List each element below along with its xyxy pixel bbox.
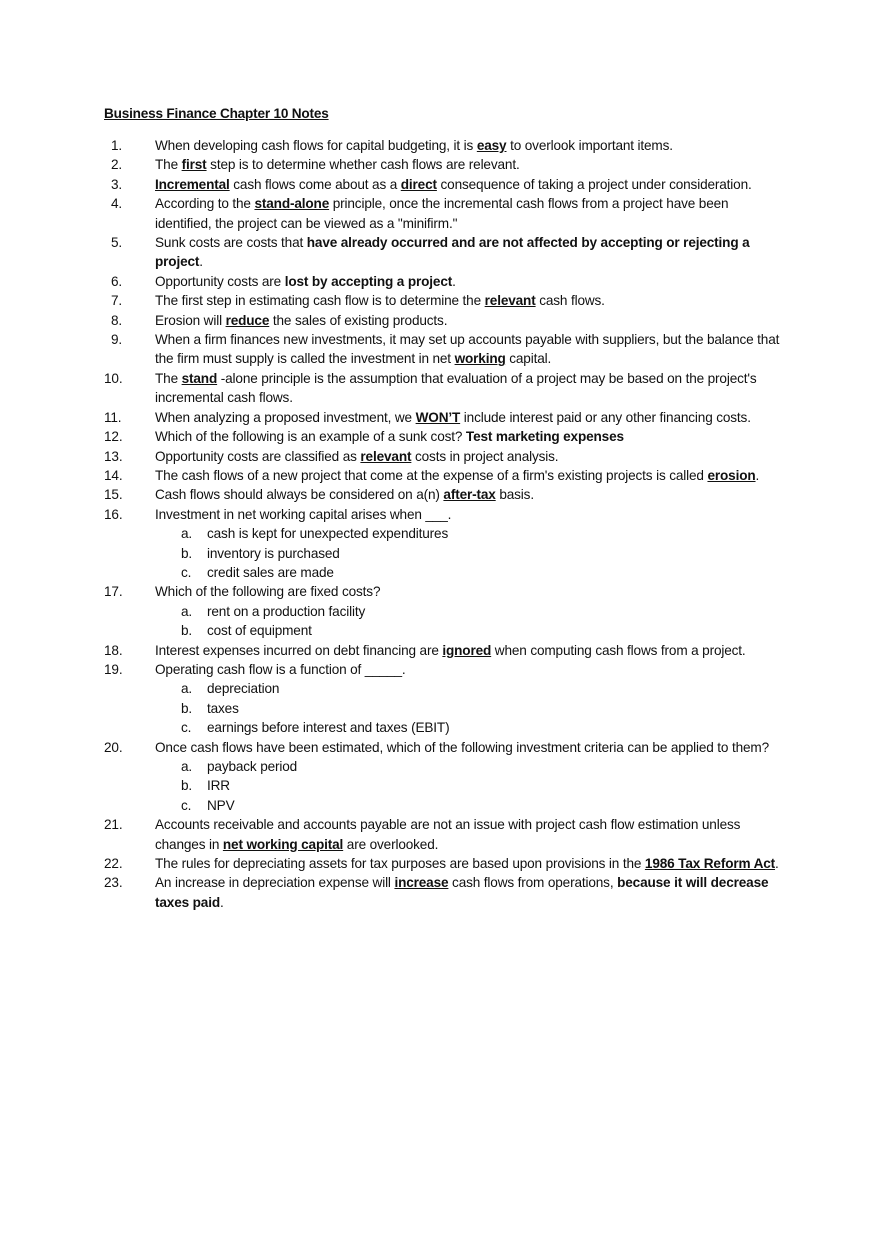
text-segment: Once cash flows have been estimated, which of the following investment criteria can be applied to them? [155,739,769,755]
sub-item-text: NPV [207,797,235,813]
item-number: 15. [104,487,123,503]
list-item [104,408,784,427]
list-item [104,427,784,446]
sub-list-item [155,563,784,582]
item-number: 9. [111,332,123,348]
text-segment: . [199,254,203,270]
sub-item-label: a. [181,603,193,619]
sub-list-item [155,602,784,621]
list-item [104,485,784,504]
item-number: 20. [104,739,123,755]
sub-item-label: a. [181,526,193,542]
sub-item-text: cost of equipment [207,623,312,639]
emphasized-text: first [181,157,207,173]
sub-list [155,524,784,582]
sub-list-item [155,776,784,795]
sub-item-text: rent on a production facility [207,603,366,619]
text-segment: principle, once the incremental cash flows from a project have been identified, the project can be viewed as a "minifirm." [155,196,729,231]
sub-item-label: c. [181,720,192,736]
list-item [104,155,784,174]
list-item [104,505,784,583]
sub-item-label: c. [181,797,192,813]
sub-item-text: payback period [207,759,298,774]
item-text [155,235,750,269]
text-segment: cash flows. [535,293,605,309]
text-segment: to overlook important items. [506,138,673,153]
list-item [104,369,784,408]
sub-item-label: c. [181,564,192,580]
list-item [104,272,784,291]
item-number: 22. [104,856,123,872]
text-segment: The rules for depreciating assets for tax purposes are based upon provisions in the [155,856,645,872]
emphasized-text: ignored [442,642,492,658]
text-segment: The [155,157,182,173]
document-title: Business Finance Chapter 10 Notes [104,106,329,121]
sub-item-text: inventory is purchased [207,545,340,561]
text-segment: -alone principle is the assumption that evaluation of a project may be based on the project's incremental cash flows. [155,370,757,406]
text-segment: are overlooked. [343,836,439,852]
item-text [155,817,740,851]
text-segment: When analyzing a proposed investment, we [155,409,416,425]
item-number: 23. [104,875,123,891]
item-number: 10. [104,370,123,386]
emphasized-text: net working capital [222,836,344,852]
list-item [104,466,784,485]
item-number: 5. [111,235,123,251]
text-segment: The [155,370,182,386]
text-segment: cash flows from operations, [448,875,618,891]
sub-list-item [155,679,784,698]
list-item [104,582,784,640]
emphasized-text: stand [181,370,218,386]
item-text [155,856,779,871]
item-text [155,449,558,464]
item-number: 13. [104,448,123,464]
text-segment: Interest expenses incurred on debt financing are [155,642,443,658]
list-item [104,447,784,466]
sub-list-item [155,718,784,737]
text-segment: Opportunity costs are classified as [155,448,361,464]
sub-list-item [155,621,784,640]
emphasized-text: erosion [707,467,756,483]
text-segment: cash flows come about as a [229,176,401,192]
emphasized-text: 1986 Tax Reform Act [644,856,776,872]
text-segment: Operating cash flow is a function of _____. [155,661,406,677]
item-number: 14. [104,467,123,483]
text-segment: The cash flows of a new project that come at the expense of a firm's existing projects is called [155,467,708,483]
sub-list [155,602,784,641]
text-segment: capital. [505,351,552,367]
text-segment: the sales of existing products. [269,312,448,328]
item-number: 18. [104,642,123,658]
text-segment: According to the [155,196,255,212]
list-item [104,873,784,912]
text-segment: Which of the following are fixed costs? [155,584,381,600]
sub-item-label: b. [181,623,193,639]
item-text [155,293,605,308]
list-item [104,815,784,854]
item-text [155,662,405,677]
sub-item-text: depreciation [207,681,280,697]
item-text [155,157,520,172]
list-item [104,738,784,816]
item-text [155,177,752,192]
item-text [155,584,380,599]
sub-item-label: a. [181,681,193,697]
emphasized-text: WON’T [415,409,461,425]
emphasized-text: Test marketing expenses [465,429,624,445]
text-segment: . [755,467,760,483]
item-text [155,332,779,366]
item-text [155,468,759,483]
item-text [155,313,447,328]
item-text [155,371,757,405]
text-segment: Erosion will [155,312,226,328]
emphasized-text: reduce [225,312,270,328]
item-number: 21. [104,817,123,833]
item-number: 7. [111,293,123,309]
sub-item-text: taxes [207,700,239,716]
list-item [104,233,784,272]
item-text [155,507,451,522]
list-item [104,194,784,233]
item-text [155,429,624,444]
item-number: 2. [111,157,123,173]
text-segment: Investment in net working capital arises when ___. [155,506,452,522]
item-number: 8. [111,312,123,328]
text-segment: Opportunity costs are [155,273,285,289]
list-item [104,660,784,738]
text-segment: . [775,856,779,872]
text-segment: Cash flows should always be considered on a(n) [155,487,444,503]
sub-item-text: cash is kept for unexpected expenditures [207,526,449,542]
item-number: 4. [111,196,123,212]
item-number: 19. [104,661,123,677]
emphasized-text: relevant [360,448,412,464]
item-text [155,875,768,909]
sub-list-item [155,524,784,543]
item-text [155,487,534,502]
list-item [104,311,784,330]
sub-item-text: credit sales are made [207,564,334,580]
text-segment: Sunk costs are costs that [155,235,307,251]
list-item [104,641,784,660]
item-text [155,274,456,289]
item-text [155,410,751,425]
emphasized-text: because it will decrease taxes paid [155,875,769,910]
sub-list-item [155,699,784,718]
emphasized-text: stand-alone [254,196,330,212]
list-item [104,175,784,194]
item-text [155,643,746,658]
text-segment: step is to determine whether cash flows are relevant. [206,157,520,173]
list-item [104,854,784,873]
sub-list-item [155,544,784,563]
sub-item-text: earnings before interest and taxes (EBIT) [207,720,450,736]
sub-list [155,757,784,815]
item-number: 17. [104,584,123,600]
text-segment: when computing cash flows from a project. [491,642,746,658]
sub-item-label: b. [181,700,193,716]
list-item [104,291,784,310]
item-number: 6. [111,273,123,289]
list-item [104,136,784,155]
notes-list [104,136,784,912]
emphasized-text: lost by accepting a project [284,273,453,289]
text-segment: When developing cash flows for capital budgeting, it is [155,138,477,153]
item-number: 12. [104,429,123,445]
item-text [155,740,769,755]
emphasized-text: easy [476,138,507,153]
item-text [155,196,728,230]
text-segment: An increase in depreciation expense will [155,875,395,891]
item-number: 1. [111,138,123,153]
text-segment: Which of the following is an example of a sunk cost? [155,429,466,445]
sub-list-item [155,757,784,776]
text-segment: The first step in estimating cash flow is to determine the [155,293,485,309]
sub-item-label: b. [181,778,193,794]
text-segment: . [452,273,456,289]
sub-list [155,679,784,737]
text-segment: . [220,894,224,910]
list-item [104,330,784,369]
sub-item-label: a. [181,759,193,774]
emphasized-text: increase [394,875,449,891]
item-text [155,138,673,153]
sub-item-text: IRR [207,778,230,794]
item-number: 11. [104,409,122,425]
text-segment: costs in project analysis. [411,448,559,464]
item-number: 16. [104,506,123,522]
sub-item-label: b. [181,545,193,561]
text-segment: basis. [495,487,534,503]
emphasized-text: have already occurred and are not affected by accepting or rejecting a project [155,235,750,270]
text-segment: Accounts receivable and accounts payable are not an issue with project cash flow estimation unless changes in [155,817,741,852]
sub-list-item [155,796,784,815]
text-segment: When a firm finances new investments, it may set up accounts payable with suppliers, but the balance that the firm must supply is called the investment in net [155,332,780,367]
item-number: 3. [111,176,123,192]
emphasized-text: working [454,351,506,367]
emphasized-text: after-tax [443,487,496,503]
emphasized-text: Incremental [155,176,230,192]
text-segment: consequence of taking a project under consideration. [436,176,752,192]
text-segment: include interest paid or any other financing costs. [460,409,751,425]
emphasized-text: direct [400,176,437,192]
emphasized-text: relevant [484,293,536,309]
